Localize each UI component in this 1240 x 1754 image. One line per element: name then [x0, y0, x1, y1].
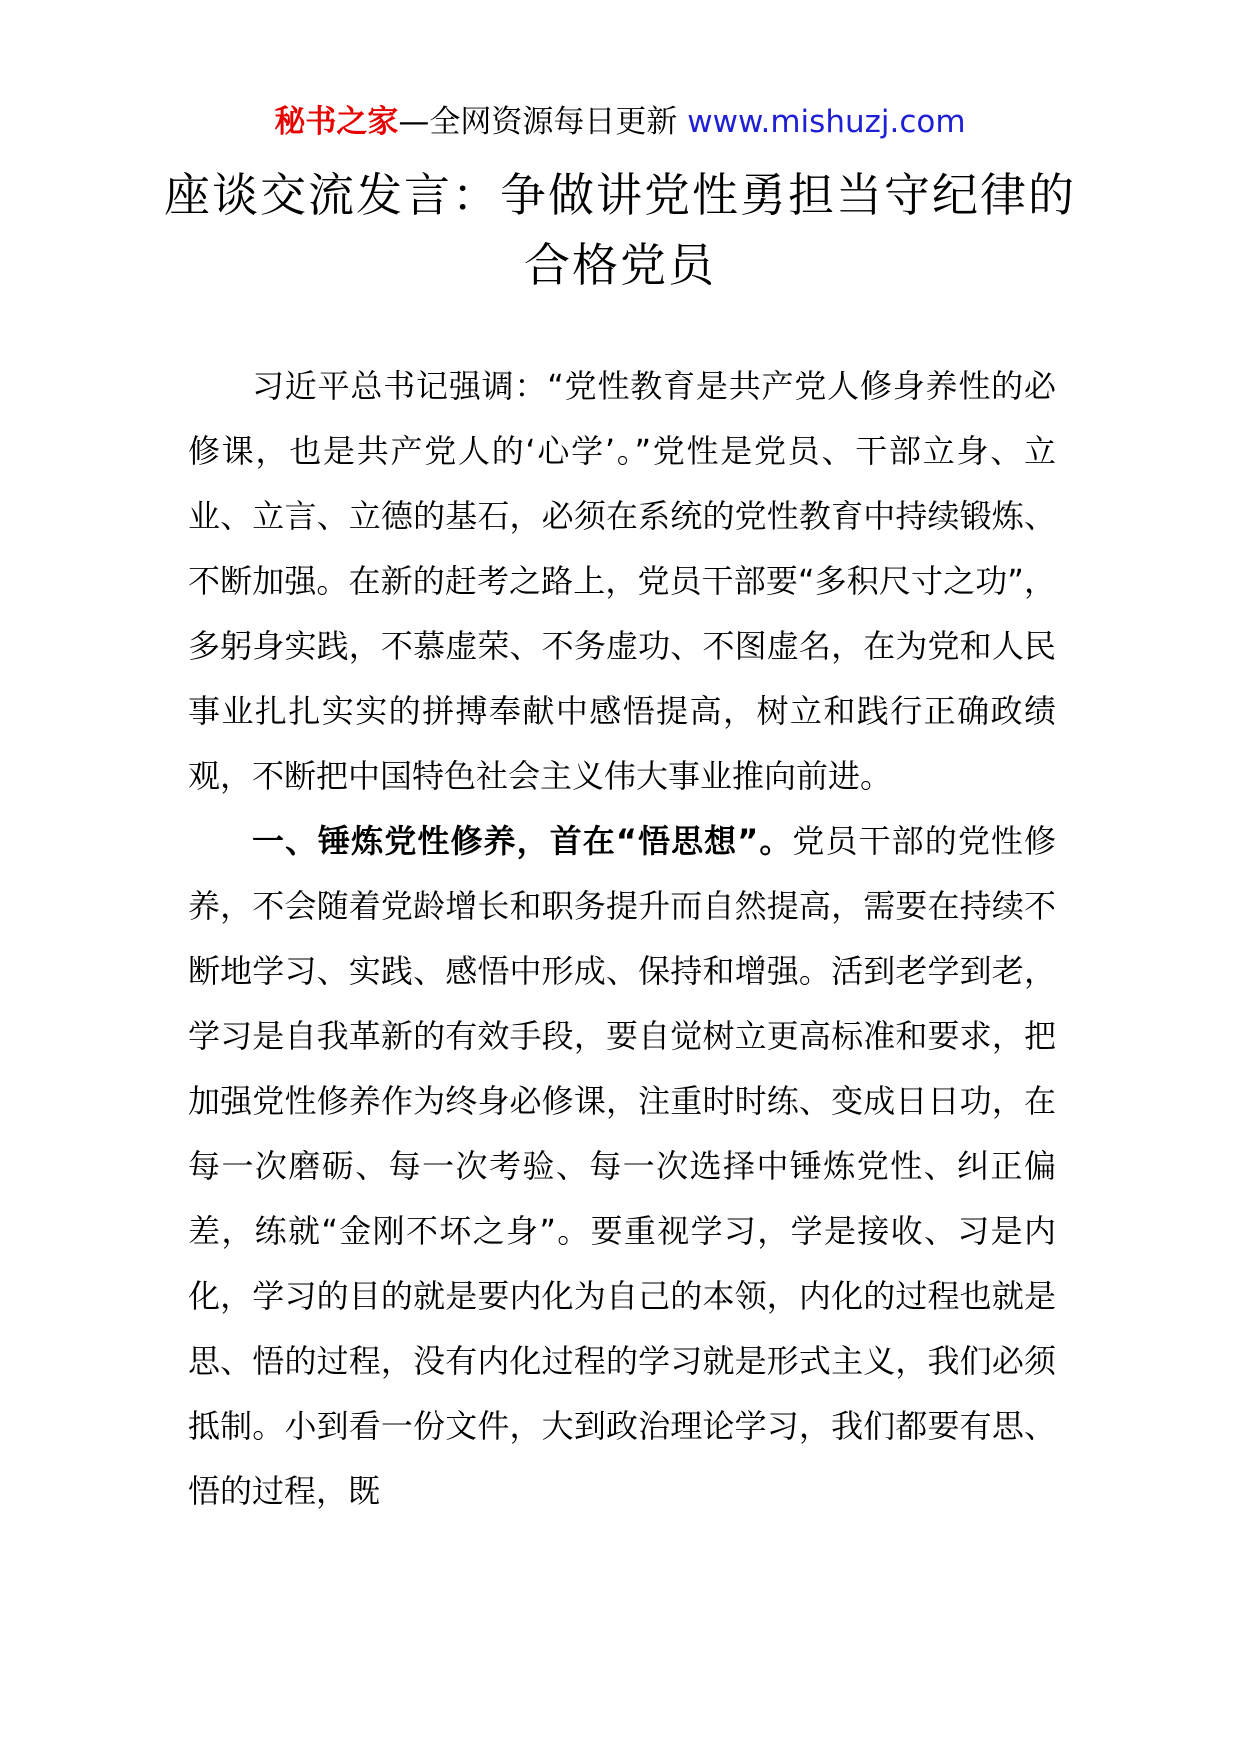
section-heading: 一、锤炼党性修养，首在“悟思想”。: [252, 822, 793, 860]
site-header: [0, 100, 1240, 144]
paragraph-section-1: [188, 809, 1056, 1524]
paragraph-text: 党员干部的党性修养，不会随着党龄增长和职务提升而自然提高，需要在持续不断地学习、实践、感悟中形成、保持和增强。活到老学到老，学习是自我革新的有效手段，要自觉树立更高标准和要求，把加强党性修养作为终身必修课，注重时时练、变成日日功，在每一次磨砺、每一次考验、每一次选择中锤炼党性、纠正偏差，练就“金刚不坏之身”。要重视学习，学是接收、习是内化，学习的目的就是要内化为自己的本领，内化的过程也就是思、悟的过程，没有内化过程的学习就是形式主义，我们必须抵制。小到看一份文件，大到政治理论学习，我们都要有思、悟的过程，既: [188, 822, 1056, 1510]
paragraph-text: 习近平总书记强调：“党性教育是共产党人修身养性的必修课，也是共产党人的‘心学’。”党性是党员、干部立身、立业、立言、立德的基石，必须在系统的党性教育中持续锻炼、不断加强。在新的赶考之路上，党员干部要“多积尺寸之功”，多躬身实践，不慕虚荣、不务虚功、不图虚名，在为党和人民事业扎扎实实的拼搏奉献中感悟提高，树立和践行正确政绩观，不断把中国特色社会主义伟大事业推向前进。: [188, 367, 1056, 795]
document-body: [188, 354, 1056, 1524]
site-brand: 秘书之家: [274, 104, 399, 140]
document-title: 座谈交流发言：争做讲党性勇担当守纪律的合格党员: [164, 168, 1076, 292]
site-slogan: —全网资源每日更新: [398, 104, 678, 140]
paragraph-intro: [188, 354, 1056, 809]
site-url-link[interactable]: www.mishuzj.com: [687, 104, 966, 140]
